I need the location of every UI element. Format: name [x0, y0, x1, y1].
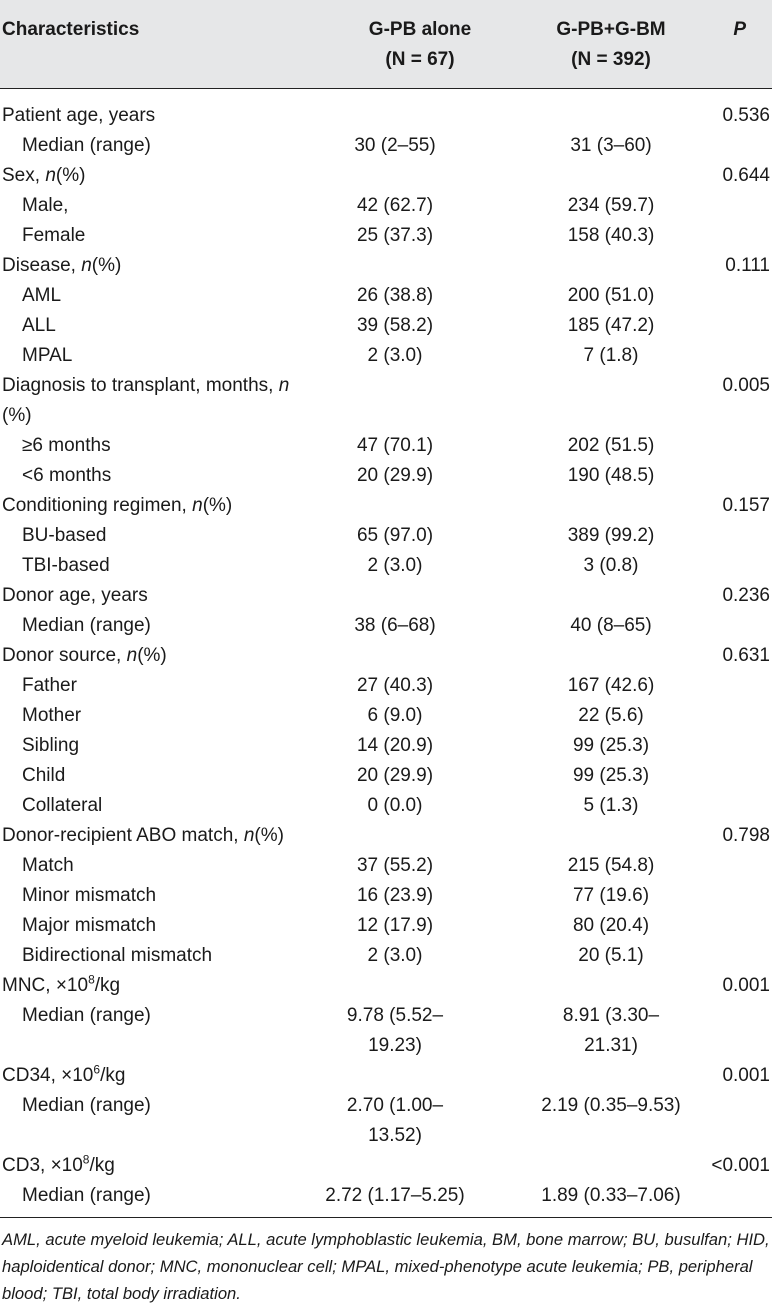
g1-value-continued: 19.23) — [368, 1035, 422, 1056]
row-label: TBI-based — [22, 555, 110, 576]
g1-value: 27 (40.3) — [356, 675, 434, 696]
row-label: Sex, n(%) — [2, 165, 86, 186]
g2-value: 234 (59.7) — [567, 195, 655, 216]
p-value: 0.111 — [725, 255, 770, 276]
footer-rule — [0, 1217, 772, 1218]
g1-value: 2.72 (1.17–5.25) — [325, 1185, 465, 1206]
row-label: BU-based — [22, 525, 107, 546]
row-label: <6 months — [22, 465, 112, 486]
row-label: MNC, $\times 10^8/kg$ — [2, 972, 121, 996]
row-label: Median (range) — [22, 615, 151, 636]
g1-value: 2.70 (1.00– — [346, 1095, 444, 1116]
row-label: Bidirectional mismatch — [22, 945, 213, 966]
g2-value: 215 (54.8) — [567, 855, 655, 876]
header-g1-name: G-PB alone — [368, 19, 472, 40]
p-value: 0.631 — [722, 645, 770, 666]
g1-value: 9.78 (5.52– — [346, 1005, 444, 1026]
p-value: 0.157 — [722, 495, 770, 516]
row-label: Donor age, years — [2, 585, 148, 606]
row-label: Median (range) — [22, 135, 151, 156]
g2-value: 77 (19.6) — [572, 885, 650, 906]
row-label: Donor source, n(%) — [2, 645, 167, 666]
row-label: Median (range) — [22, 1005, 151, 1026]
g2-value: 8.91 (3.30– — [562, 1005, 660, 1026]
row-label: CD34, $\times 10^6/kg$ — [2, 1062, 126, 1086]
row-label: ≥6 months — [22, 435, 111, 456]
g1-value: 14 (20.9) — [356, 735, 434, 756]
g2-value: 99 (25.3) — [572, 735, 650, 756]
g2-value: 99 (25.3) — [572, 765, 650, 786]
g1-value: 2 (3.0) — [367, 555, 423, 576]
g2-value: 158 (40.3) — [567, 225, 655, 246]
row-label: CD3, $\times 10^8/kg$ — [2, 1152, 115, 1176]
header-p: P — [733, 19, 746, 40]
g1-value: 6 (9.0) — [367, 705, 423, 726]
row-label: Female — [22, 225, 86, 246]
row-label: Diagnosis to transplant, months, n — [2, 375, 290, 396]
g1-value: 65 (97.0) — [356, 525, 434, 546]
row-label: Median (range) — [22, 1185, 151, 1206]
header-rule — [0, 88, 772, 89]
row-label: Conditioning regimen, n(%) — [2, 495, 233, 516]
row-label: AML — [22, 285, 62, 306]
g2-value: 190 (48.5) — [567, 465, 655, 486]
p-value: <0.001 — [711, 1155, 770, 1176]
g2-value: 40 (8–65) — [570, 615, 652, 636]
g1-value: 12 (17.9) — [356, 915, 434, 936]
row-label: ALL — [22, 315, 56, 336]
g2-value-continued: 21.31) — [584, 1035, 638, 1056]
g2-value: 3 (0.8) — [583, 555, 639, 576]
g1-value: 20 (29.9) — [356, 765, 434, 786]
g1-value: 25 (37.3) — [356, 225, 434, 246]
p-value: 0.236 — [722, 585, 770, 606]
g1-value: 39 (58.2) — [356, 315, 434, 336]
g1-value: 16 (23.9) — [356, 885, 434, 906]
p-value: 0.001 — [722, 975, 770, 996]
p-value: 0.536 — [722, 105, 770, 126]
g2-value: 167 (42.6) — [567, 675, 655, 696]
row-label: Match — [22, 855, 74, 876]
row-label: Major mismatch — [22, 915, 157, 936]
g2-value: 2.19 (0.35–9.53) — [541, 1095, 681, 1116]
row-label: Father — [22, 675, 77, 696]
header-characteristics: Characteristics — [2, 19, 140, 40]
g1-value: 38 (6–68) — [354, 615, 436, 636]
g1-value: 20 (29.9) — [356, 465, 434, 486]
header-g-pb-alone — [330, 15, 510, 75]
g2-value: 185 (47.2) — [567, 315, 655, 336]
g2-value: 31 (3–60) — [570, 135, 652, 156]
row-label: Minor mismatch — [22, 885, 157, 906]
g1-value: 30 (2–55) — [354, 135, 436, 156]
row-label: Donor-recipient ABO match, n(%) — [2, 825, 284, 846]
p-value: 0.005 — [722, 375, 770, 396]
g2-value: 7 (1.8) — [583, 345, 639, 366]
g1-value: 37 (55.2) — [356, 855, 434, 876]
row-label: MPAL — [22, 345, 73, 366]
g1-value-continued: 13.52) — [368, 1125, 422, 1146]
header-g2-name: G-PB+G-BM — [556, 19, 666, 40]
row-label: Sibling — [22, 735, 80, 756]
row-label: Child — [22, 765, 66, 786]
g2-value: 22 (5.6) — [578, 705, 644, 726]
row-label: Mother — [22, 705, 82, 726]
row-label: Patient age, years — [2, 105, 156, 126]
g2-value: 80 (20.4) — [572, 915, 650, 936]
g2-value: 5 (1.3) — [583, 795, 639, 816]
header-g2-n: (N = 392) — [571, 49, 651, 70]
g1-value: 47 (70.1) — [356, 435, 434, 456]
header-g-pb-g-bm — [512, 15, 710, 75]
g2-value: 389 (99.2) — [567, 525, 655, 546]
row-label-continued: (%) — [2, 405, 32, 426]
p-value: 0.001 — [722, 1065, 770, 1086]
g2-value: 1.89 (0.33–7.06) — [541, 1185, 681, 1206]
g2-value: 202 (51.5) — [567, 435, 655, 456]
row-label: Male, — [22, 195, 69, 216]
row-label: Median (range) — [22, 1095, 151, 1116]
row-label: Disease, n(%) — [2, 255, 122, 276]
p-value: 0.644 — [722, 165, 770, 186]
p-value: 0.798 — [722, 825, 770, 846]
row-label: Collateral — [22, 795, 103, 816]
g1-value: 2 (3.0) — [367, 345, 423, 366]
table-footnote: AML, acute myeloid leukemia; ALL, acute lymphoblastic leukemia, BM, bone marrow; BU, busulfan; HID, haploidentical donor; MNC, mononuclear cell; MPAL, mixed-phenotype acute leukemia; PB, peripheral blood; TBI, total body irradiation. — [2, 1230, 770, 1303]
g1-value: 42 (62.7) — [356, 195, 434, 216]
g1-value: 0 (0.0) — [367, 795, 423, 816]
g2-value: 20 (5.1) — [578, 945, 644, 966]
g1-value: 26 (38.8) — [356, 285, 434, 306]
g1-value: 2 (3.0) — [367, 945, 423, 966]
g2-value: 200 (51.0) — [567, 285, 655, 306]
header-g1-n: (N = 67) — [385, 49, 455, 70]
